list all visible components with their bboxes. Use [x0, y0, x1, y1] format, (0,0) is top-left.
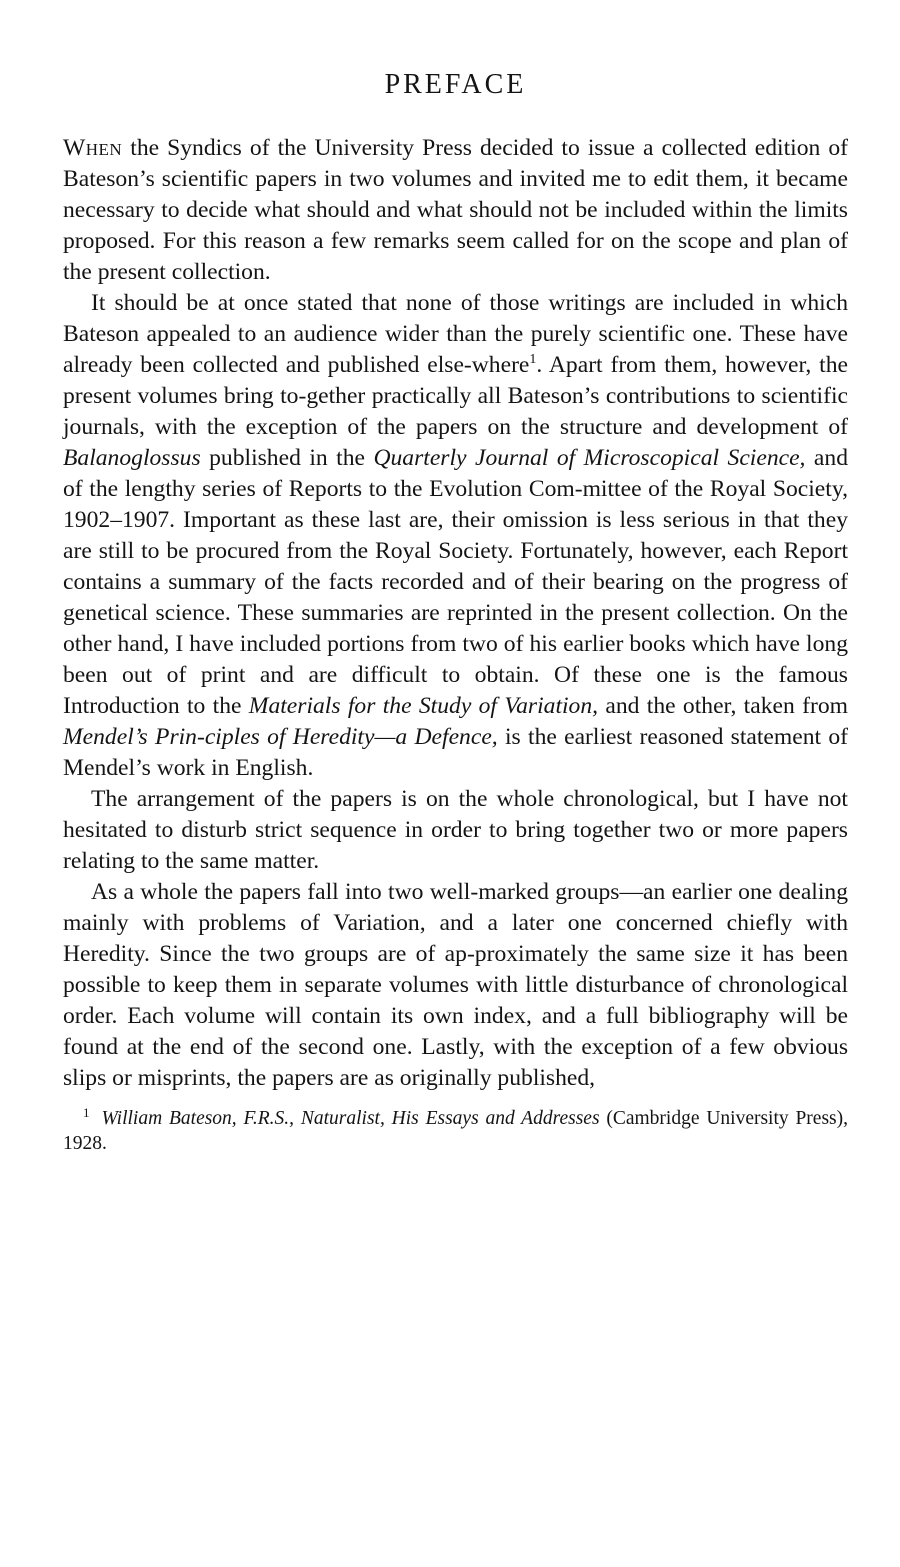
- italic-materials-title: Materials for the Study of Variation,: [248, 693, 599, 719]
- paragraph-2-text-4: and of the lengthy series of Reports to the Evolution Com-mittee of the Royal Society, 1902–1907. Important as these last are, their omission is less serious in that they are still to be procured from the Royal Society. Fortunately, however, each Report contains a summary of the facts recorded and of their bearing on the progress of genetical science. These summaries are reprinted in the present collection. On the other hand, I have included portions from two of his earlier books which have long been out of print and are difficult to obtain. Of these one is the famous Introduction to the: [63, 445, 848, 719]
- italic-mendel-title: Mendel’s Prin-ciples of Heredity—a Defence,: [63, 724, 498, 750]
- paragraph-1: [63, 133, 848, 288]
- paragraph-1-lead-word: When: [63, 135, 123, 161]
- footnote: [63, 1106, 848, 1156]
- paragraph-2-text-1: It should be at once stated that none of those writings are included in which Bateson appealed to an audience wider than the purely scientific one. These have already been collected and published else-where: [63, 290, 848, 378]
- preface-page: [63, 68, 848, 1176]
- paragraph-2-text-2: . Apart from them, however, the present volumes bring to-gether practically all Bateson’s contributions to scientific journals, with the exception of the papers on the structure and development of: [63, 352, 848, 440]
- italic-journal-title: Quarterly Journal of Microscopical Science,: [373, 445, 806, 471]
- paragraph-3: The arrangement of the papers is on the whole chronological, but I have not hesitated to disturb strict sequence in order to bring together two or more papers relating to the same matter.: [63, 786, 848, 874]
- paragraph-4: As a whole the papers fall into two well-marked groups—an earlier one dealing mainly with problems of Variation, and a later one concerned chiefly with Heredity. Since the two groups are of ap-proximately the same size it has been possible to keep them in separate volumes with little disturbance of chronological order. Each volume will contain its own index, and a full bibliography will be found at the end of the second one. Lastly, with the exception of a few obvious slips or misprints, the papers are as originally published,: [63, 879, 848, 1091]
- paragraph-2-text-6: is the earliest reasoned statement of Mendel’s work in English.: [63, 724, 849, 781]
- italic-balanoglossus: Balanoglossus: [63, 445, 201, 471]
- footnote-reference: 1: [529, 352, 537, 368]
- footnote-text: (Cambridge University Press), 1928.: [63, 1108, 848, 1154]
- paragraph-2: [63, 288, 848, 784]
- paragraph-2-text-5: and the other, taken from: [598, 693, 848, 719]
- paragraph-2-text-3: published in the: [200, 445, 374, 471]
- footnote-italic-title: William Bateson, F.R.S., Naturalist, His Essays and Addresses: [101, 1108, 600, 1129]
- footnote-mark: 1: [83, 1104, 90, 1120]
- page-title: PREFACE: [384, 69, 527, 100]
- paragraph-1-text: the Syndics of the University Press decided to issue a collected edition of Bateson’s scientific papers in two volumes and invited me to edit them, it became necessary to decide what should and what should not be included within the limits proposed. For this reason a few remarks seem called for on the scope and plan of the present collection.: [63, 135, 848, 285]
